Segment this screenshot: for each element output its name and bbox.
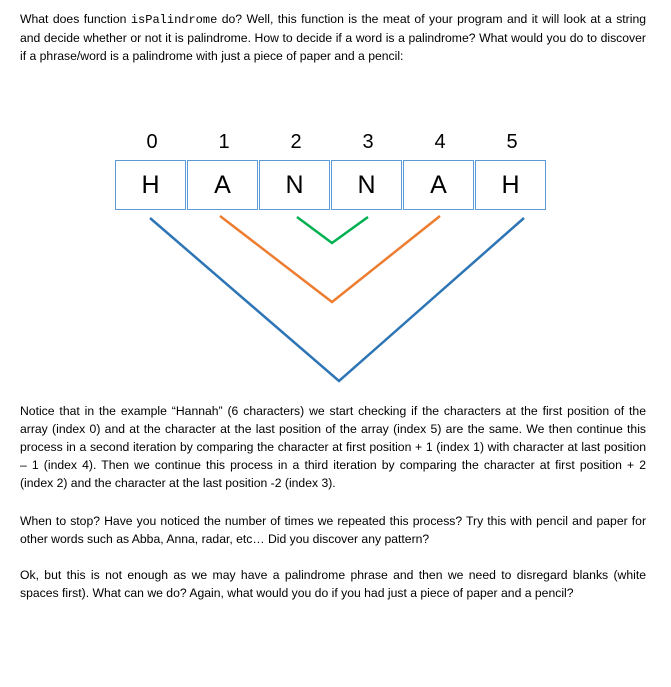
intro-text-end: do? Well, this function is the meat of your program and it will look at a string and decide whether or not it is palindrome. How to decide if a word is a palindrome? What would you do to discover if a phrase/word is a palindrome with just a piece of paper and a pencil: [20,12,646,63]
explanation-paragraph: Notice that in the example “Hannah” (6 characters) we start checking if the characters at the first position of the array (index 0) and at the character at the last position of the array (index 5) are the same. We then continue this process in a second iteration by comparing the character at first position + 1 (index 1) with character at last position – 1 (index 4). Then we continue this process in a third iteration by comparing the character at first position + 2 (index 2) and the character at the last position -2 (index 3). [20,404,646,490]
array-cell: H [475,160,546,210]
intro-text-start: What does function [20,12,131,26]
array-cell: N [331,160,402,210]
index-label: 1 [218,131,230,153]
inner-pair-connector [297,217,368,243]
array-cell: A [187,160,258,210]
index-label: 4 [434,131,446,153]
array-cell: A [403,160,474,210]
array-cell: N [259,160,330,210]
function-name-code: isPalindrome [130,13,218,27]
stop-condition-paragraph: When to stop? Have you noticed the number of times we repeated this process? Try this with pencil and paper for other words such as Abba, Anna, radar, etc… Did you discover any pattern? [20,514,646,546]
index-label: 3 [362,131,374,153]
index-label: 2 [290,131,302,153]
index-label: 0 [146,131,158,153]
middle-pair-connector [220,216,440,302]
array-cell: H [115,160,186,210]
blanks-paragraph: Ok, but this is not enough as we may have a palindrome phrase and then we need to disregard blanks (white spaces first). What can we do? Again, what would you do if you had just a piece of paper and a pencil? [20,568,646,600]
index-label: 5 [506,131,518,153]
